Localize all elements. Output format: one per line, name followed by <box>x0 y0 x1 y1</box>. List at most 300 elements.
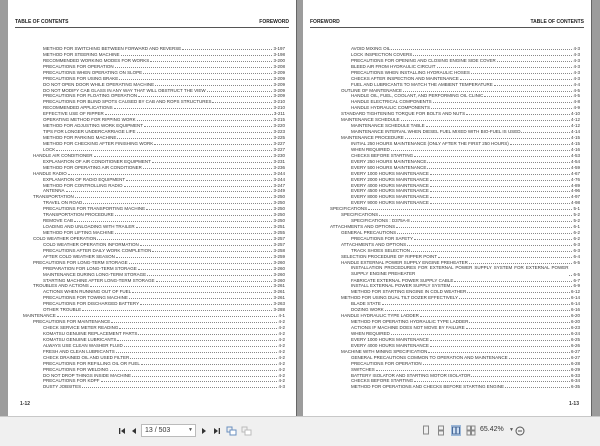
toc-entry-title: PRECAUTIONS FOR BLIND SPOTS CAUSED BY CAB AND ROPS STRUCTURES <box>43 99 212 105</box>
two-page-icon <box>452 426 460 435</box>
dot-leader <box>414 156 570 157</box>
header-left: TABLE OF CONTENTS <box>15 19 69 25</box>
toc-entry-title: CHECKS BEFORE STARTING <box>351 378 414 384</box>
dot-leader <box>105 114 273 115</box>
dot-leader <box>430 186 570 187</box>
toc-entry-page: 4-2 <box>278 342 285 348</box>
dot-leader <box>130 358 277 359</box>
dot-leader <box>140 245 273 246</box>
dot-leader <box>138 269 273 270</box>
dot-leader <box>150 61 272 62</box>
toc-entry-title: METHOD FOR OPERATIONS AND CHECKS BEFORE STARTING ENGINE <box>351 384 505 390</box>
single-page-view-button[interactable] <box>421 425 431 436</box>
toc-entry-page: 3-250 <box>273 200 285 206</box>
toc-entry-title: PRECAUTIONS FOR TRANSPORTING MACHINE <box>43 206 146 212</box>
toc-entry-title: TRANSPORTATION PROCEDURE <box>43 212 114 218</box>
toc-entry-page: 3-209 <box>273 69 285 75</box>
next-page-icon <box>201 427 207 435</box>
page-number: 1-13 <box>568 401 579 407</box>
toc-entry-page: 4-3 <box>573 69 580 75</box>
two-page-view-button[interactable] <box>451 425 461 436</box>
toc-entry-title: EVERY 4000 HOURS MAINTENANCE <box>351 342 429 348</box>
dot-leader <box>460 79 573 80</box>
toc-entry-page: 3-197 <box>273 45 285 51</box>
dot-leader <box>207 91 273 92</box>
toc-entry-page: 4-54 <box>570 158 580 164</box>
dot-leader <box>101 381 278 382</box>
toc-entry-title: MAINTENANCE SCHEDULE <box>341 117 400 123</box>
dot-leader <box>391 49 572 50</box>
toc-entry-title: PRECAUTIONS FOR OPERATION <box>351 360 422 366</box>
toc-entry-title: COLD WEATHER OPERATION INFORMATION <box>43 241 139 247</box>
toc-entry-page: 4-3 <box>573 75 580 81</box>
toc-list <box>8 45 285 389</box>
toc-entry-title: HANDLE AIR CONDITIONER <box>33 152 93 158</box>
previous-page-button[interactable] <box>130 426 138 436</box>
toc-entry[interactable] <box>8 383 285 389</box>
dot-leader <box>471 376 570 377</box>
toc-entry[interactable] <box>303 265 580 277</box>
toc-entry-page: 6-27 <box>570 354 580 360</box>
toc-entry-title: EVERY 4000 HOURS MAINTENANCE <box>351 182 429 188</box>
dot-leader <box>129 263 273 264</box>
toc-entry-title: EVERY 1000 HOURS MAINTENANCE <box>351 170 429 176</box>
toc-entry-title: PRECAUTIONS FOR FLOATING OPERATION <box>43 93 138 99</box>
toc-entry-title: MACHINE WITH MINING SPECIFICATION <box>341 348 428 354</box>
dot-leader <box>56 150 272 151</box>
dot-leader <box>116 352 278 353</box>
dot-leader <box>469 322 570 323</box>
toc-entry-title: HANDLE EXTERNAL POWER SUPPLY ENGINE PREHEATER <box>341 259 468 265</box>
dot-leader <box>82 310 272 311</box>
toc-entry-page: 3-250 <box>273 206 285 212</box>
dot-leader <box>147 275 272 276</box>
toc-entry-title: PRECAUTIONS FOR SAFETY <box>351 235 414 241</box>
toc-entry-title: BLEED AIR FROM HYDRAULIC CIRCUIT <box>351 63 436 69</box>
dot-leader <box>143 73 272 74</box>
toc-entry-page: 4-15 <box>570 140 580 146</box>
dot-leader <box>115 215 273 216</box>
page-header <box>310 19 584 28</box>
toc-entry-page: 3-257 <box>273 241 285 247</box>
toc-entry-page: 4-3 <box>573 63 580 69</box>
toc-entry-title: METHOD FOR ADJUSTING WORK EQUIPMENT <box>43 123 144 129</box>
toc-entry-page: 4-97 <box>570 194 580 200</box>
dot-leader <box>138 96 272 97</box>
pdf-page-right <box>303 0 592 416</box>
toc-entry-title: COLD WEATHER OPERATION <box>33 235 97 241</box>
toc-entry-title: PRECAUTIONS FOR KDPF <box>43 378 100 384</box>
toc-entry-title: PRECAUTIONS FOR DISCHARGED BATTERY <box>43 301 140 307</box>
dot-leader <box>405 138 570 139</box>
toc-entry-title: METHOD FOR CONTROLLING RADIO <box>43 182 123 188</box>
dot-leader <box>431 108 572 109</box>
toc-entry-title: CHECKS AFTER INSPECTION AND MAINTENANCE <box>351 75 459 81</box>
toc-entry-title: EVERY 500 HOURS MAINTENANCE <box>351 164 427 170</box>
toc-entry-page: 6-20 <box>570 319 580 325</box>
dot-leader <box>430 191 570 192</box>
toc-entry-page: 4-67 <box>570 170 580 176</box>
toc-entry-page: 6-12 <box>570 289 580 295</box>
toc-entry-title: PRECAUTIONS FOR OPERATION <box>43 63 114 69</box>
toc-entry-title: HANDLE OIL, FUEL, COOLANT, AND PERFORMING OIL CLINIC <box>351 93 484 99</box>
dot-leader <box>94 156 273 157</box>
toc-entry-title: REMOVE CAB <box>43 218 74 224</box>
toc-entry-title: STARTING MACHINE AFTER LONG-TERM STORAGE <box>43 277 155 283</box>
toc-entry-page: 3-198 <box>273 51 285 57</box>
dot-leader <box>430 197 570 198</box>
toc-entry-title: HANDLE HYDRAULIC TYPE LADDER <box>341 313 419 319</box>
toc-entry-page: 3-244 <box>273 170 285 176</box>
toc-entry-title: PRECAUTIONS FOR USING BRAKE <box>43 75 119 81</box>
continuous-page-icon <box>436 425 446 436</box>
last-page-button[interactable] <box>211 426 221 436</box>
toc-entry-title: INSTALLATION PROCEDURES FOR EXTERNAL POWER SUPPLY SYSTEM FOR EXTERNAL POWER SUPPLY ENGINE PREHEATER <box>351 264 569 276</box>
toc-entry-title: ATTACHMENTS AND OPTIONS <box>330 224 396 230</box>
toc-entry-title: OPERATING METHOD FOR RIPPING WORK <box>43 117 136 123</box>
toc-entry-page: 3-260 <box>273 271 285 277</box>
toc-entry-page: 3-223 <box>273 129 285 135</box>
zoom-dropdown-icon[interactable]: ▼ <box>509 427 514 433</box>
toc-entry-title: METHOD FOR SWITCHING BETWEEN FORWARD AND REVERSE <box>43 45 182 51</box>
toc-entry-page: 3-260 <box>273 277 285 283</box>
toc-entry-page: 3-260 <box>273 265 285 271</box>
toc-entry-page: 4-16 <box>570 146 580 152</box>
toc-entry[interactable] <box>303 383 580 389</box>
dot-leader <box>74 221 272 222</box>
toc-entry-page: 4-2 <box>278 319 285 325</box>
toc-entry-page: 4-12 <box>570 117 580 123</box>
toc-entry-page: 4-2 <box>278 366 285 372</box>
zoom-level[interactable]: 65.42% <box>480 426 504 433</box>
toc-entry-page: 3-261 <box>273 283 285 289</box>
toc-entry-page: 4-15 <box>570 135 580 140</box>
toc-entry-page: 3-209 <box>273 75 285 81</box>
toc-entry-page: 6-34 <box>570 378 580 384</box>
toc-entry-title: CHECK SERVICE METER READING <box>43 325 119 330</box>
toc-entry-title: METHOD FOR LIFTING MACHINE <box>43 230 114 235</box>
toc-entry-title: MAINTENANCE SCHEDULE TABLE <box>351 123 425 129</box>
toc-entry-title: METHOD FOR USING DUAL TILT DOZER EFFECTIVELY <box>341 295 459 301</box>
toc-entry-page: 6-35 <box>570 384 580 390</box>
dot-leader <box>182 49 272 50</box>
toc-entry-page: 6-14 <box>570 295 580 301</box>
zoom-out-button[interactable] <box>515 426 525 436</box>
dot-leader <box>138 334 277 335</box>
toc-entry-title: EVERY 1000 HOURS MAINTENANCE <box>351 336 429 342</box>
toc-entry-page: 4-14 <box>570 129 580 135</box>
toc-entry-title: OUTLINE OF MAINTENANCE <box>341 87 403 93</box>
toc-entry-page: 6-4 <box>573 253 580 259</box>
toc-entry-title: ATTACHMENTS AND OPTIONS <box>341 241 407 247</box>
toc-entry-title: SWITCHES <box>351 366 375 372</box>
dot-leader <box>156 281 273 282</box>
toc-entry-page: 3-225 <box>273 135 285 140</box>
toc-entry-title: AVOID MIXING OIL <box>351 45 391 51</box>
dot-leader <box>466 328 570 329</box>
toc-entry-page: 3-263 <box>273 301 285 307</box>
toc-entry-page: 3-251 <box>273 224 285 230</box>
toc-entry-title: DUSTY JOBSITES <box>43 384 82 390</box>
dot-leader <box>146 209 272 210</box>
dot-leader <box>397 233 572 234</box>
toc-entry-page: 3-250 <box>273 194 285 200</box>
toc-entry-page: 4-9 <box>573 105 580 111</box>
toc-entry-title: EXPLANATION OF RADIO EQUIPMENT <box>43 176 126 182</box>
pdf-page-left <box>8 0 297 416</box>
dot-leader <box>385 310 570 311</box>
toc-entry-title: TRAVEL ON ROAD <box>43 200 83 206</box>
two-page-continuous-view-button[interactable] <box>466 425 476 436</box>
toc-entry-page: 4-3 <box>278 384 285 390</box>
toc-entry-title: PRECAUTIONS FOR TOWING MACHINE <box>43 295 128 301</box>
toc-entry-page: 3-258 <box>273 247 285 253</box>
dot-leader <box>391 150 570 151</box>
toc-entry-title: TIPS FOR LONGER UNDERCARRIAGE LIFE <box>43 129 136 135</box>
toc-entry-title: DOZING WORK <box>351 307 384 313</box>
toc-entry-page: 4-10 <box>570 111 580 117</box>
dot-leader <box>114 108 273 109</box>
dot-leader <box>143 168 273 169</box>
toc-entry-title: EFFECTIVE USE OF RIPPER <box>43 111 104 117</box>
toc-entry-title: ACTIONS WHEN RUNNING OUT OF FUEL <box>43 289 132 295</box>
first-page-button[interactable] <box>117 426 127 436</box>
toc-entry-title: PRECAUTIONS AFTER DAILY WORK COMPLETION <box>43 247 152 253</box>
toc-entry-page: 6-2 <box>573 235 580 241</box>
page-header <box>15 19 289 28</box>
toc-entry-title: PRECAUTIONS FOR WELDING <box>43 366 109 372</box>
next-view-button[interactable] <box>240 426 252 436</box>
dot-leader <box>116 257 273 258</box>
dot-leader <box>413 55 572 56</box>
toc-entry-page: 6-29 <box>570 366 580 372</box>
dot-leader <box>451 286 572 287</box>
dot-leader <box>430 346 570 347</box>
dot-leader <box>433 102 573 103</box>
dot-leader <box>403 91 572 92</box>
toc-entry-page: 3-261 <box>273 289 285 295</box>
dot-leader <box>132 376 277 377</box>
dot-leader <box>414 239 572 240</box>
toc-entry-page: 6-9 <box>573 283 580 289</box>
toc-entry-title: DO NOT DROP THINGS INSIDE MACHINE <box>43 372 132 378</box>
dot-leader <box>454 281 572 282</box>
dot-leader <box>368 209 572 210</box>
dot-leader <box>144 126 272 127</box>
zoom-out-icon <box>515 426 525 436</box>
toc-entry-title: EVERY 2000 HOURS MAINTENANCE <box>351 176 429 182</box>
toc-entry-title: OTHER TROUBLE <box>43 307 82 313</box>
toc-entry-title: MAINTENANCE PROCEDURE <box>341 135 404 140</box>
toc-entry-title: CHECK DRAINED OIL AND USED FILTER <box>43 354 130 360</box>
toc-entry-page: 3-259 <box>273 253 285 259</box>
toc-entry-page: 4-2 <box>278 354 285 360</box>
toc-entry-title: MAINTENANCE <box>23 313 56 319</box>
dot-leader <box>115 233 273 234</box>
toc-entry-title: KOMATSU GENUINE REPLACEMENT PARTS <box>43 330 138 336</box>
dot-leader <box>438 257 572 258</box>
toc-entry-page: 3-209 <box>273 81 285 87</box>
dot-leader <box>437 67 573 68</box>
dot-leader <box>110 370 278 371</box>
toc-entry-page: 4-3 <box>573 51 580 57</box>
toc-entry-page: 4-2 <box>278 372 285 378</box>
dot-leader <box>75 197 273 198</box>
dot-leader <box>152 162 273 163</box>
toc-entry-page: 3-236 <box>273 164 285 170</box>
toc-entry-page: 4-12 <box>570 123 580 129</box>
dot-leader <box>111 322 277 323</box>
next-view-icon <box>241 426 252 436</box>
toc-entry-page: 4-1 <box>278 313 285 319</box>
dot-leader <box>459 298 570 299</box>
toc-entry-title: EXPLANATION OF AIR CONDITIONER EQUIPMENT <box>43 158 151 164</box>
toc-entry-title: METHOD FOR PARKING MACHINE <box>43 135 117 140</box>
toc-entry-page: 6-27 <box>570 348 580 354</box>
toc-entry-title: ALWAYS USE CLEAN WASHER FLUID <box>43 342 123 348</box>
dot-leader <box>155 85 272 86</box>
toc-entry-page: 4-3 <box>573 57 580 63</box>
dot-leader <box>497 61 573 62</box>
toc-entry-title: METHOD FOR STARTING ENGINE IN COLD WEATHER <box>351 289 467 295</box>
toc-entry-page: 4-3 <box>573 45 580 51</box>
toc-entry-page: 6-14 <box>570 301 580 307</box>
toc-entry-page: 5-2 <box>573 212 580 218</box>
toc-entry-page: 3-247 <box>273 182 285 188</box>
toc-entry-title: PRECAUTIONS FOR REFILLING OIL OR FUEL <box>43 360 140 366</box>
toc-entry-title: TROUBLES AND ACTIONS <box>33 283 89 289</box>
toc-entry-title: SPECIFICATIONS <box>341 212 379 218</box>
dot-leader <box>132 292 272 293</box>
dot-leader <box>420 316 570 317</box>
dot-leader <box>382 304 570 305</box>
toc-entry-title: SPECIFICATIONS : D375A-8 <box>351 218 410 224</box>
dot-leader <box>423 364 570 365</box>
toc-entry-title: AFTER COLD WEATHER SEASON <box>43 253 115 259</box>
dot-leader <box>90 286 273 287</box>
toc-entry-page: 5-2 <box>573 218 580 224</box>
dot-leader <box>428 352 570 353</box>
dot-leader <box>141 364 278 365</box>
toc-entry-title: CHECKS BEFORE STARTING <box>351 152 414 158</box>
dot-leader <box>376 370 570 371</box>
dot-leader <box>396 227 572 228</box>
dot-leader <box>117 138 272 139</box>
toc-entry-page: 4-4 <box>573 81 580 87</box>
toc-entry-title: WHEN REQUIRED <box>351 330 390 336</box>
toc-entry-page: 4-89 <box>570 182 580 188</box>
toc-entry-title: PRECAUTIONS FOR OPENING AND CLOSING ENGINE SIDE COVER <box>351 57 496 63</box>
toc-entry-page: 3-244 <box>273 176 285 182</box>
dot-leader <box>154 144 272 145</box>
toc-entry-page: 6-3 <box>573 241 580 247</box>
toc-entry-page: 3-227 <box>273 146 285 152</box>
toc-entry-title: PRECAUTIONS WHEN OPERATING ON SLOPE <box>43 69 143 75</box>
toc-entry-page: 4-2 <box>278 336 285 342</box>
toc-entry-page: 4-5 <box>573 87 580 93</box>
dot-leader <box>212 102 272 103</box>
page-number-input[interactable] <box>141 424 196 437</box>
previous-view-button[interactable] <box>225 426 237 436</box>
toc-entry-page: 4-96 <box>570 188 580 194</box>
toc-entry-title: METHOD FOR CHECKING AFTER FINISHING WORK <box>43 140 154 146</box>
header-right: FOREWORD <box>259 19 289 25</box>
page-dropdown-icon[interactable]: ▼ <box>188 427 193 433</box>
toc-entry-title: GENERAL PRECAUTIONS <box>341 230 397 235</box>
dot-leader <box>129 298 273 299</box>
dot-leader <box>471 73 573 74</box>
continuous-view-button[interactable] <box>436 425 446 436</box>
toc-entry-page: 3-249 <box>273 188 285 194</box>
dot-leader <box>430 203 570 204</box>
toc-entry-page: 3-230 <box>273 152 285 158</box>
dot-leader <box>121 55 273 56</box>
toc-entry-title: ACTIONS IF MACHINE DOES NOT MOVE BY FAILURE <box>351 325 465 331</box>
toc-entry-page: 4-98 <box>570 200 580 206</box>
toc-entry-page: 4-76 <box>570 176 580 182</box>
toc-entry-title: KOMATSU GENUINE LUBRICANTS <box>43 336 117 342</box>
toc-entry-page: 3-227 <box>273 140 285 146</box>
toc-entry-page: 3-255 <box>273 230 285 235</box>
toc-entry-title: LOCK <box>43 146 56 152</box>
dot-leader <box>57 316 278 317</box>
dot-leader <box>83 203 272 204</box>
toc-entry-page: 4-2 <box>278 360 285 366</box>
toc-entry-title: HANDLE HYDRAULIC COMPONENTS <box>351 105 431 111</box>
toc-entry-page: 3-250 <box>273 218 285 224</box>
dot-leader <box>484 96 572 97</box>
dot-leader <box>152 251 272 252</box>
toc-entry-page: 6-5 <box>573 259 580 265</box>
dot-leader <box>430 174 570 175</box>
toc-entry-page: 3-215 <box>273 117 285 123</box>
toc-entry-page: 6-26 <box>570 342 580 348</box>
toc-entry-title: WHEN REQUIRED <box>351 146 390 152</box>
toc-entry-title: RECOMMENDED APPLICATIONS <box>43 105 113 111</box>
dot-leader <box>82 387 277 388</box>
toc-entry-title: SELECTION PROCEDURE OF RIPPER POINT <box>341 253 438 259</box>
toc-entry-page: 6-20 <box>570 313 580 319</box>
toc-entry-page: 6-33 <box>570 372 580 378</box>
toc-entry-title: METHOD FOR STEERING MACHINE <box>43 51 120 57</box>
header-left: FOREWORD <box>310 19 340 25</box>
toc-entry-title: FABRICATE EXTERNAL POWER SUPPLY CABLE <box>351 277 454 283</box>
toc-entry-page: 3-210 <box>273 99 285 105</box>
toc-entry-title: SPECIFICATIONS <box>330 206 368 212</box>
dot-leader <box>411 221 573 222</box>
toc-entry-title: DO NOT MODIFY CAB GLASS IN ANY WAY THAT WILL OBSTRUCT THE VIEW <box>43 87 206 93</box>
toc-entry-page: 6-1 <box>573 224 580 230</box>
toc-entry-title: EVERY 8000 HOURS MAINTENANCE <box>351 194 429 200</box>
toc-entry-title: INSTALL EXTERNAL POWER SUPPLY SYSTEM <box>351 283 451 289</box>
dot-leader <box>430 180 570 181</box>
next-page-button[interactable] <box>200 426 208 436</box>
dot-leader <box>509 358 570 359</box>
dot-leader <box>569 275 572 276</box>
toc-entry-title: GENERAL PRECAUTIONS COMMON TO OPERATION AND MAINTENANCE <box>351 354 508 360</box>
toc-entry-title: RECOMMENDED WORKING MODES FOR WORKS <box>43 57 150 63</box>
toc-entry-page: 3-231 <box>273 158 285 164</box>
dot-leader <box>119 79 272 80</box>
toc-entry-page: 3-288 <box>273 307 285 313</box>
toc-entry-page: 3-211 <box>273 111 285 117</box>
dot-leader <box>430 340 570 341</box>
dot-leader <box>137 120 273 121</box>
toc-entry-page: 6-23 <box>570 325 580 331</box>
header-right: TABLE OF CONTENTS <box>530 19 584 25</box>
toc-entry-page: 3-209 <box>273 87 285 93</box>
dot-leader <box>97 239 272 240</box>
